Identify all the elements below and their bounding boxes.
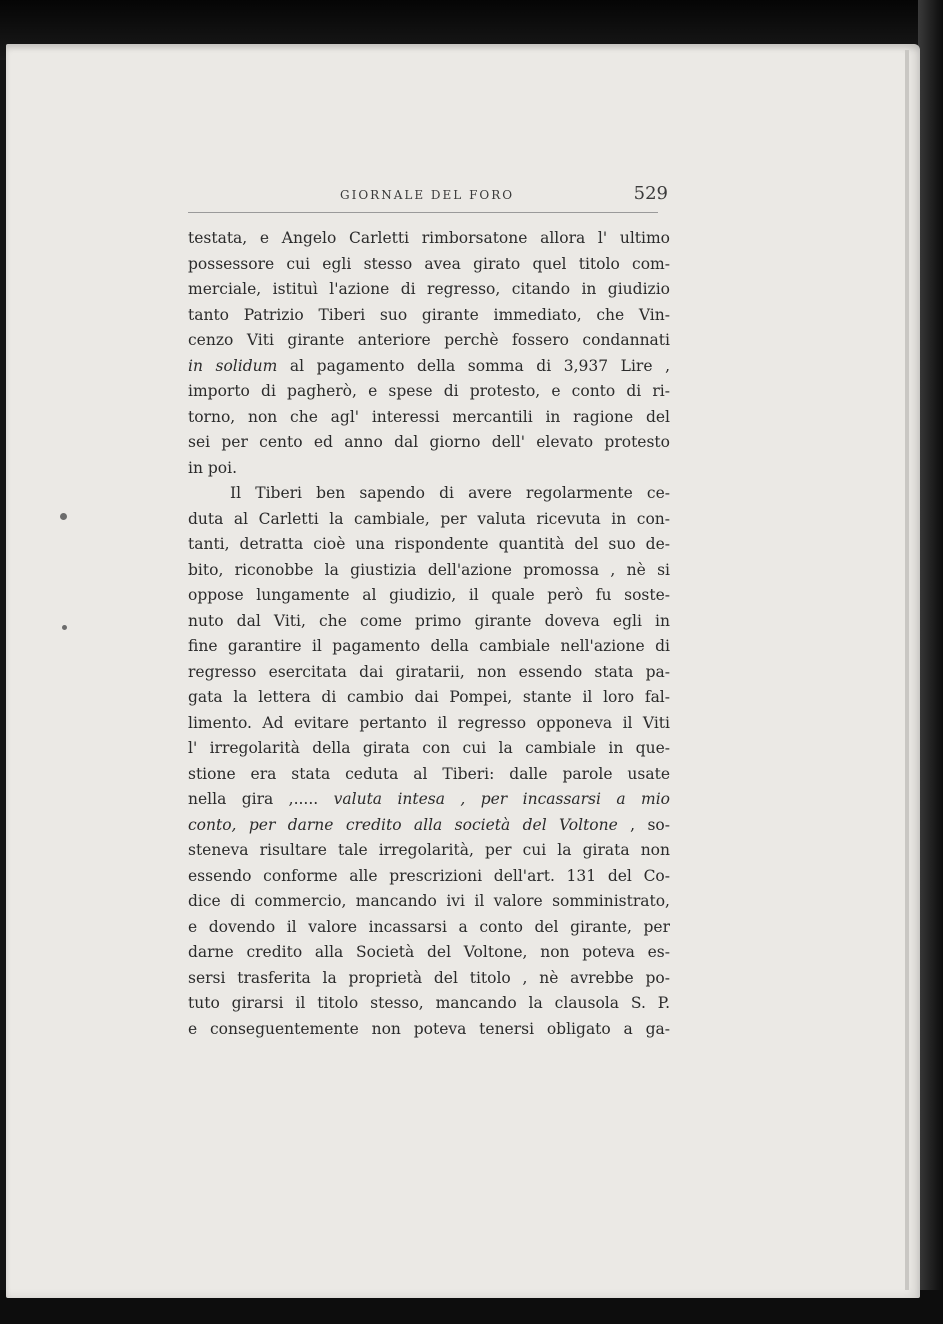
page-header: [188, 183, 670, 209]
text-line: oppose lungamente al giudizio, il quale però fu soste-: [188, 586, 670, 604]
text-line: dice di commercio, mancando ivi il valore somministrato,: [188, 892, 670, 910]
text-line: merciale, istituì l'azione di regresso, citando in giudizio: [188, 280, 670, 298]
text-line: e dovendo il valore incassarsi a conto del girante, per: [188, 917, 670, 936]
text-line: sersi trasferita la proprietà del titolo , nè avrebbe po-: [188, 968, 670, 987]
running-title: GIORNALE DEL FORO: [340, 188, 515, 202]
text-line: in poi.: [188, 458, 238, 477]
text-line: tuto girarsi il titolo stesso, mancando la clausola S. P.: [188, 994, 670, 1012]
text-line: possessore cui egli stesso avea girato quel titolo com-: [188, 254, 670, 273]
page-edge-shadow: [905, 50, 909, 1290]
text-line: essendo conforme alle prescrizioni dell'art. 131 del Co-: [188, 866, 670, 885]
text-line: Il Tiberi ben sapendo di avere regolarmente ce-: [230, 484, 670, 502]
text-line: gata la lettera di cambio dai Pompei, stante il loro fal-: [188, 688, 670, 706]
text-line: tanti, detratta cioè una rispondente quantità del suo de-: [188, 535, 670, 553]
margin-speck: [60, 513, 67, 520]
text-line: bito, riconobbe la giustizia dell'azione promossa , nè si: [188, 560, 670, 579]
text-line: tanto Patrizio Tiberi suo girante immediato, che Vin-: [188, 305, 670, 324]
header-rule: [188, 212, 658, 213]
text-line: importo di pagherò, e spese di protesto, e conto di ri-: [188, 382, 670, 400]
scan-right-border: [918, 0, 943, 1324]
text-line: testata, e Angelo Carletti rimborsatone allora l' ultimo: [188, 229, 670, 247]
text-run: al pagamento della somma di 3,937 Lire ,: [277, 356, 670, 375]
text-line: limento. Ad evitare pertanto il regresso opponeva il Viti: [188, 713, 670, 732]
margin-speck: [62, 625, 67, 630]
text-line: fine garantire il pagamento della cambiale nell'azione di: [188, 637, 670, 655]
text-line: [188, 787, 670, 813]
text-line: e conseguentemente non poteva tenersi obligato a ga-: [188, 1019, 670, 1038]
text-line: nuto dal Viti, che come primo girante doveva egli in: [188, 611, 670, 630]
text-line: [188, 354, 670, 380]
text-line: stione era stata ceduta al Tiberi: dalle parole usate: [188, 764, 670, 783]
text-run: nella gira ,.....: [188, 790, 334, 808]
text-line: l' irregolarità della girata con cui la cambiale in que-: [188, 739, 670, 757]
page-number: 529: [633, 183, 668, 204]
text-run: , so-: [617, 815, 670, 834]
text-italic: in solidum: [188, 356, 278, 375]
text-line: duta al Carletti la cambiale, per valuta ricevuta in con-: [188, 509, 670, 528]
text-italic: conto, per darne credito alla società del Voltone: [188, 815, 618, 834]
text-line: [188, 813, 670, 839]
text-italic: valuta intesa , per incassarsi a mio: [333, 790, 670, 808]
text-line: torno, non che agl' interessi mercantili in ragione del: [188, 407, 670, 426]
text-line: regresso esercitata dai giratarii, non essendo stata pa-: [188, 662, 670, 681]
text-line: sei per cento ed anno dal giorno dell' elevato protesto: [188, 433, 670, 451]
text-line: darne credito alla Società del Voltone, non poteva es-: [188, 943, 670, 961]
body-text: [188, 226, 670, 1042]
text-line: cenzo Viti girante anteriore perchè fossero condannati: [188, 331, 670, 349]
text-line: steneva risultare tale irregolarità, per cui la girata non: [188, 841, 670, 859]
